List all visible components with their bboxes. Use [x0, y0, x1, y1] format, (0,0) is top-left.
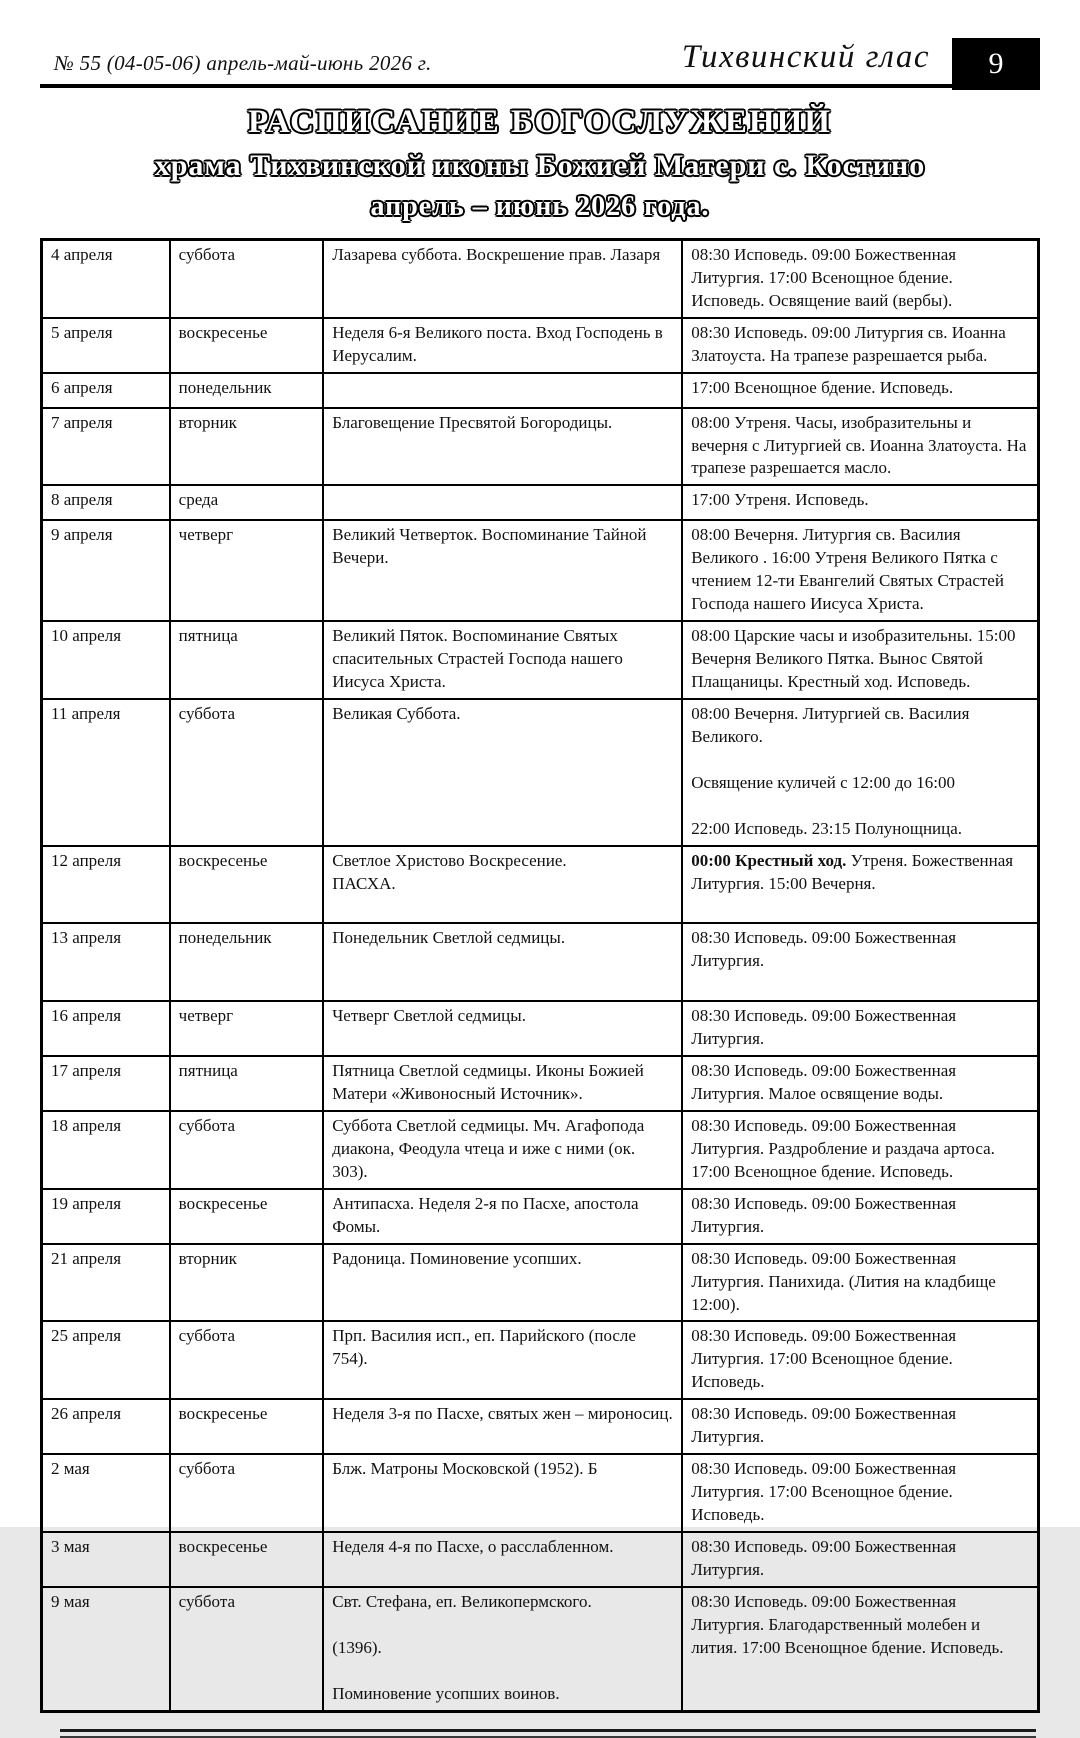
day-cell: среда: [170, 485, 324, 520]
feast-cell: [323, 1056, 682, 1111]
date-cell: 25 апреля: [42, 1321, 170, 1399]
date-cell: 21 апреля: [42, 1244, 170, 1322]
schedule-row: [42, 1321, 1039, 1399]
masthead-title: Тихвинский глас: [681, 39, 930, 75]
church-subtitle: храма Тихвинской иконы Божией Матери с. Костино: [154, 149, 926, 183]
schedule-row: [42, 1532, 1039, 1587]
schedule-row: [42, 1056, 1039, 1111]
period-subtitle: апрель – июнь 2026 года.: [370, 191, 710, 223]
title-block: [40, 104, 1040, 224]
day-cell: пятница: [170, 1056, 324, 1111]
date-cell: 26 апреля: [42, 1399, 170, 1454]
feast-cell: [323, 699, 682, 846]
date-cell: 16 апреля: [42, 1001, 170, 1056]
services-line: 17:00 Утреня. Исповедь.: [691, 490, 869, 510]
services-cell: [682, 485, 1038, 520]
services-cell: [682, 1189, 1038, 1244]
date-cell: 8 апреля: [42, 485, 170, 520]
feast-cell: [323, 1399, 682, 1454]
services-line: 08:30 Исповедь. 09:00 Литургия св. Иоанна Златоуста. На трапезе разрешается рыба.: [691, 322, 1006, 365]
schedule-row: [42, 1001, 1039, 1056]
schedule-table-body: [42, 239, 1039, 1711]
schedule-table: [40, 238, 1040, 1713]
services-cell: [682, 520, 1038, 621]
schedule-row: [42, 923, 1039, 1001]
services-cell: [682, 318, 1038, 373]
day-cell: пятница: [170, 621, 324, 699]
date-cell: 13 апреля: [42, 923, 170, 1001]
feast-cell: [323, 1321, 682, 1399]
feast-cell: [323, 1111, 682, 1189]
date-cell: 3 мая: [42, 1532, 170, 1587]
date-cell: 18 апреля: [42, 1111, 170, 1189]
services-line: 08:00 Вечерня. Литургия св. Василия Великого . 16:00 Утреня Великого Пятка с чтением 12-ти Евангелий Святых Страстей Господа нашего Иисуса Христа.: [691, 525, 1004, 614]
services-line: 08:30 Исповедь. 09:00 Божественная Литургия. 17:00 Всенощное бдение. Исповедь.: [691, 1326, 957, 1392]
feast-line: Суббота Светлой седмицы. Мч. Агафопода диакона, Феодула чтеца и иже с ними (ок. 303).: [332, 1115, 645, 1181]
feast-line: Пятница Светлой седмицы. Иконы Божией Матери «Живоносный Источник».: [332, 1061, 644, 1104]
feast-cell: [323, 1189, 682, 1244]
schedule-row: [42, 520, 1039, 621]
feast-line: Великая Суббота.: [332, 703, 461, 723]
schedule-row: [42, 1189, 1039, 1244]
feast-line: ПАСХА.: [332, 873, 396, 893]
services-line: 08:30 Исповедь. 09:00 Божественная Литургия.: [691, 1536, 957, 1579]
day-cell: суббота: [170, 1454, 324, 1532]
services-cell: [682, 1244, 1038, 1322]
feast-cell: [323, 373, 682, 408]
date-cell: 9 апреля: [42, 520, 170, 621]
day-cell: суббота: [170, 239, 324, 317]
day-cell: суббота: [170, 1321, 324, 1399]
feast-line: Благовещение Пресвятой Богородицы.: [332, 412, 613, 432]
feast-line: (1396).: [332, 1637, 382, 1657]
day-cell: суббота: [170, 699, 324, 846]
date-cell: 2 мая: [42, 1454, 170, 1532]
services-line: 08:00 Царские часы и изобразительны. 15:00 Вечерня Великого Пятка. Вынос Святой Плащаницы. Крестный ход. Исповедь.: [691, 626, 1016, 692]
day-cell: воскресенье: [170, 1399, 324, 1454]
date-cell: 10 апреля: [42, 621, 170, 699]
page-header: [40, 36, 1040, 88]
feast-line: Антипасха. Неделя 2-я по Пасхе, апостола Фомы.: [332, 1193, 639, 1236]
feast-line: Великий Пяток. Воспоминание Святых спасительных Страстей Господа нашего Иисуса Христа.: [332, 626, 623, 692]
services-line: 08:30 Исповедь. 09:00 Божественная Литургия. Панихида. (Лития на кладбище 12:00).: [691, 1248, 996, 1314]
feast-cell: [323, 1532, 682, 1587]
day-cell: четверг: [170, 520, 324, 621]
day-cell: вторник: [170, 408, 324, 486]
feast-cell: [323, 1001, 682, 1056]
services-cell: [682, 1587, 1038, 1711]
schedule-row: [42, 621, 1039, 699]
services-line: 08:30 Исповедь. 09:00 Божественная Литургия.: [691, 1006, 957, 1049]
date-cell: 7 апреля: [42, 408, 170, 486]
services-line: 08:30 Исповедь. 09:00 Божественная Литургия. Раздробление и раздача артоса. 17:00 Всенощное бдение. Исповедь.: [691, 1115, 995, 1181]
services-cell: [682, 846, 1038, 924]
schedule-row: [42, 239, 1039, 317]
services-line: [691, 749, 1029, 772]
schedule-title: РАСПИСАНИЕ БОГОСЛУЖЕНИЙ: [248, 104, 832, 140]
feast-cell: [323, 239, 682, 317]
services-cell: [682, 621, 1038, 699]
feast-line: Поминовение усопших воинов.: [332, 1683, 560, 1703]
date-cell: 6 апреля: [42, 373, 170, 408]
services-line: 22:00 Исповедь. 23:15 Полунощница.: [691, 818, 963, 838]
schedule-row: [42, 1399, 1039, 1454]
date-cell: 11 апреля: [42, 699, 170, 846]
feast-line: Блж. Матроны Московской (1952). Б: [332, 1459, 598, 1479]
services-line: [691, 973, 1029, 996]
feast-line: Великий Четверток. Воспоминание Тайной Вечери.: [332, 525, 647, 568]
day-cell: четверг: [170, 1001, 324, 1056]
date-cell: 17 апреля: [42, 1056, 170, 1111]
feast-cell: [323, 1244, 682, 1322]
services-cell: [682, 1056, 1038, 1111]
feast-cell: [323, 923, 682, 1001]
services-cell: [682, 1111, 1038, 1189]
schedule-row: [42, 485, 1039, 520]
day-cell: понедельник: [170, 373, 324, 408]
feast-cell: [323, 408, 682, 486]
day-cell: суббота: [170, 1587, 324, 1711]
date-cell: 4 апреля: [42, 239, 170, 317]
bottom-divider: [60, 1729, 1036, 1738]
schedule-row: [42, 1587, 1039, 1711]
page-number: 9: [988, 47, 1004, 80]
services-line: [691, 795, 1029, 818]
date-cell: 9 мая: [42, 1587, 170, 1711]
feast-cell: [323, 318, 682, 373]
feast-cell: [323, 846, 682, 924]
feast-cell: [323, 621, 682, 699]
feast-line: [332, 1660, 673, 1683]
feast-line: Неделя 4-я по Пасхе, о расслабленном.: [332, 1536, 614, 1556]
services-line: 08:30 Исповедь. 09:00 Божественная Литургия. 17:00 Всенощное бдение. Исповедь. Освящение ваий (вербы).: [691, 244, 957, 310]
services-cell: [682, 1321, 1038, 1399]
day-cell: воскресенье: [170, 318, 324, 373]
services-cell: [682, 408, 1038, 486]
day-cell: воскресенье: [170, 1532, 324, 1587]
feast-line: Лазарева суббота. Воскрешение прав. Лазаря: [332, 244, 661, 264]
schedule-row: [42, 373, 1039, 408]
services-cell: [682, 239, 1038, 317]
services-line: 08:30 Исповедь. 09:00 Божественная Литургия. Благодарственный молебен и лития. 17:00 Всенощное бдение. Исповедь.: [691, 1591, 1004, 1657]
services-line: 08:30 Исповедь. 09:00 Божественная Литургия. 17:00 Всенощное бдение. Исповедь.: [691, 1459, 957, 1525]
feast-line: Неделя 3-я по Пасхе, святых жен – мироносиц.: [332, 1404, 673, 1424]
feast-line: Четверг Светлой седмицы.: [332, 1006, 526, 1026]
schedule-row: [42, 1244, 1039, 1322]
schedule-row: [42, 1454, 1039, 1532]
feast-cell: [323, 1454, 682, 1532]
day-cell: понедельник: [170, 923, 324, 1001]
schedule-row: [42, 318, 1039, 373]
day-cell: воскресенье: [170, 846, 324, 924]
schedule-row: [42, 408, 1039, 486]
services-line: 08:30 Исповедь. 09:00 Божественная Литургия.: [691, 928, 957, 971]
services-line: 08:00 Утреня. Часы, изобразительны и вечерня с Литургией св. Иоанна Златоуста. На трапезе разрешается масло.: [691, 412, 1027, 478]
feast-cell: [323, 1587, 682, 1711]
services-line: 08:30 Исповедь. 09:00 Божественная Литургия.: [691, 1404, 957, 1447]
date-cell: 5 апреля: [42, 318, 170, 373]
services-line: Освящение куличей с 12:00 до 16:00: [691, 772, 955, 792]
feast-line: Светлое Христово Воскресение.: [332, 850, 567, 870]
feast-line: Неделя 6-я Великого поста. Вход Господень в Иерусалим.: [332, 322, 663, 365]
feast-line: Понедельник Светлой седмицы.: [332, 928, 566, 948]
schedule-row: [42, 699, 1039, 846]
feast-line: [332, 1614, 673, 1637]
services-cell: [682, 1532, 1038, 1587]
services-line: 08:30 Исповедь. 09:00 Божественная Литургия.: [691, 1193, 957, 1236]
services-line: 00:00 Крестный ход. Утреня. Божественная Литургия. 15:00 Вечерня.: [691, 850, 1014, 893]
day-cell: вторник: [170, 1244, 324, 1322]
date-cell: 19 апреля: [42, 1189, 170, 1244]
schedule-row: [42, 1111, 1039, 1189]
issue-info: № 55 (04-05-06) апрель-май-июнь 2026 г.: [54, 51, 432, 75]
services-cell: [682, 373, 1038, 408]
services-cell: [682, 923, 1038, 1001]
services-line: 17:00 Всенощное бдение. Исповедь.: [691, 377, 954, 397]
services-cell: [682, 1399, 1038, 1454]
services-cell: [682, 1001, 1038, 1056]
feast-line: Радоница. Поминовение усопших.: [332, 1248, 582, 1268]
page-number-badge: [952, 38, 1040, 90]
feast-line: Прп. Василия исп., еп. Парийского (после 754).: [332, 1326, 636, 1369]
services-line: 08:00 Вечерня. Литургией св. Василия Великого.: [691, 703, 970, 746]
day-cell: суббота: [170, 1111, 324, 1189]
feast-cell: [323, 485, 682, 520]
services-cell: [682, 1454, 1038, 1532]
feast-cell: [323, 520, 682, 621]
feast-line: Свт. Стефана, еп. Великопермского.: [332, 1591, 592, 1611]
services-line: 08:30 Исповедь. 09:00 Божественная Литургия. Малое освящение воды.: [691, 1061, 957, 1104]
date-cell: 12 апреля: [42, 846, 170, 924]
services-cell: [682, 699, 1038, 846]
services-line: [691, 895, 1029, 918]
schedule-row: [42, 846, 1039, 924]
day-cell: воскресенье: [170, 1189, 324, 1244]
